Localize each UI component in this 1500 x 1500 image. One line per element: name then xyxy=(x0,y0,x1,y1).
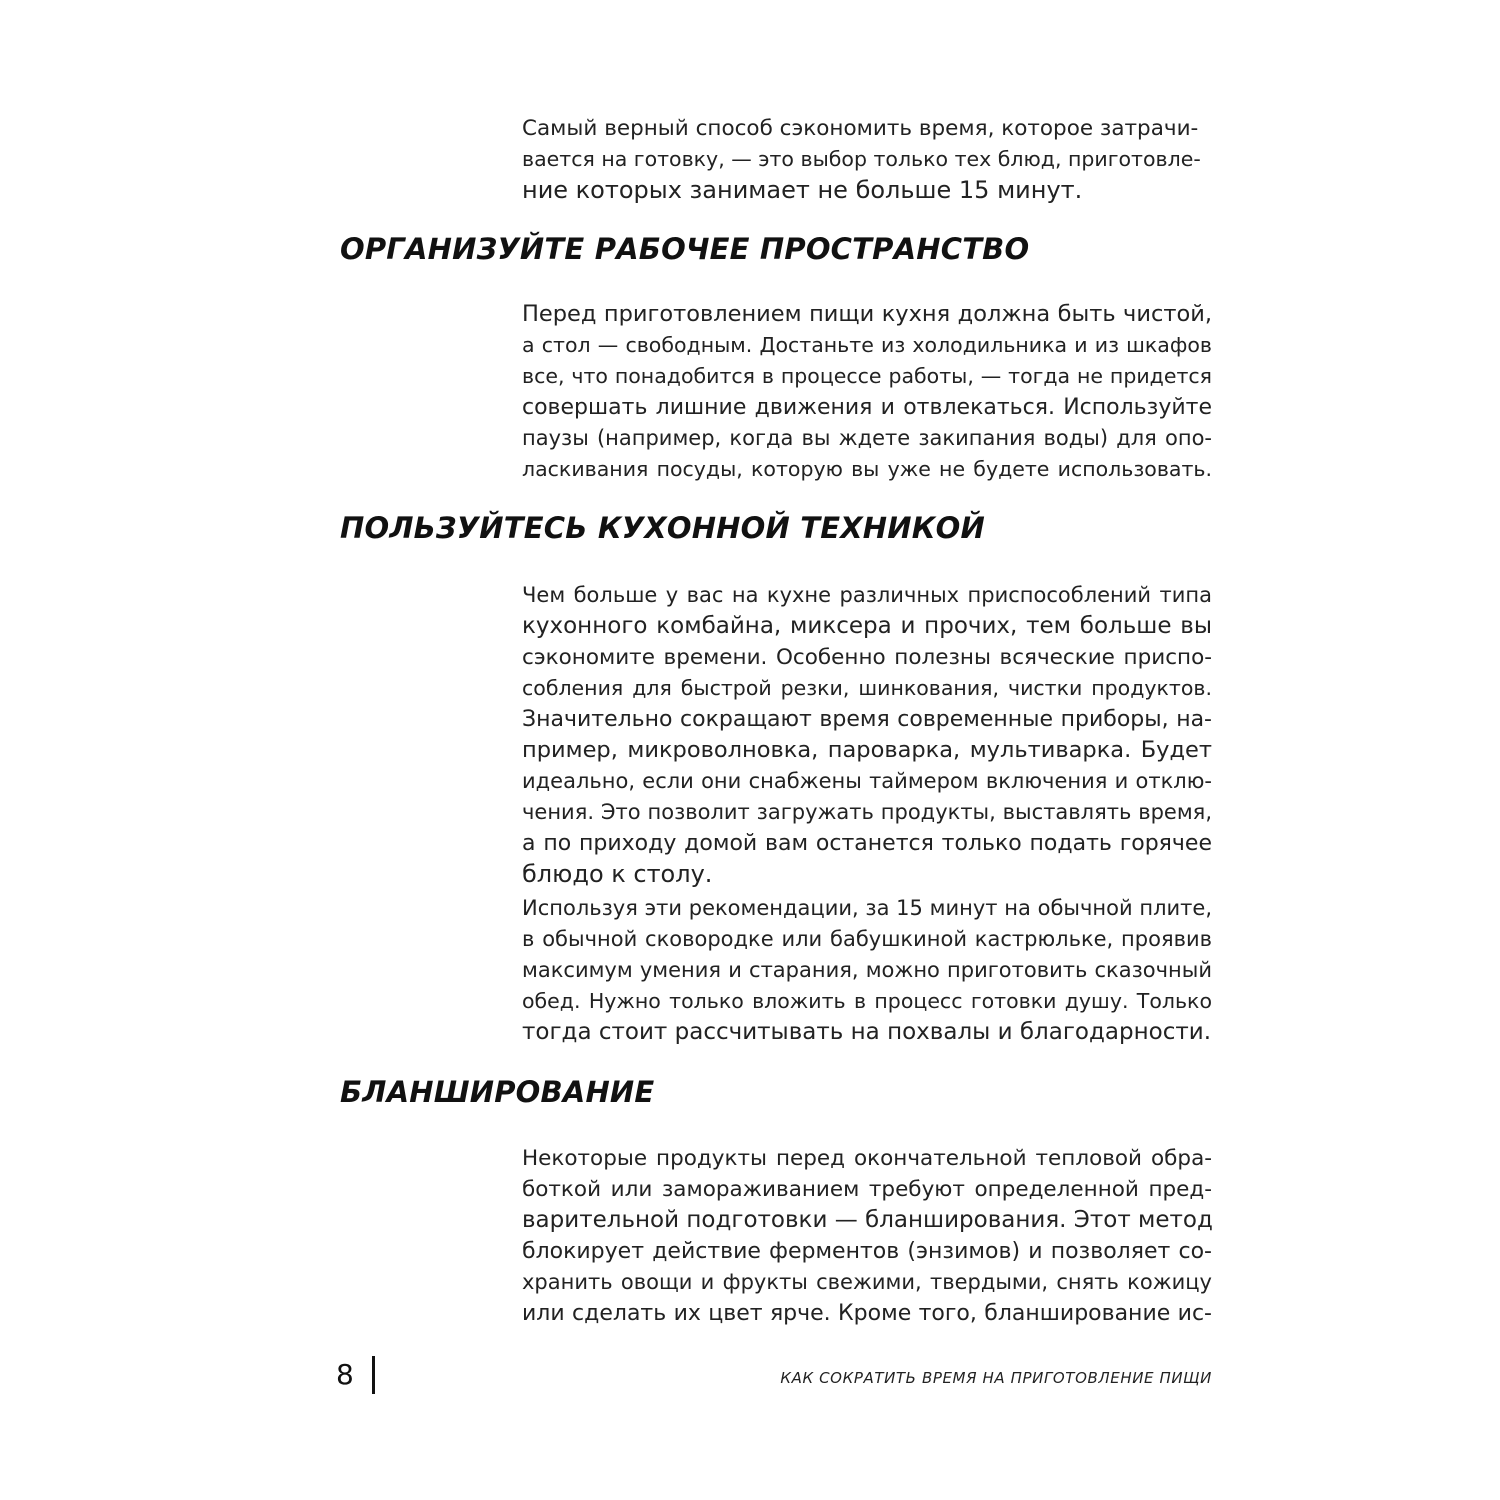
paragraph-line: блюдо к столу. xyxy=(522,860,713,888)
section-heading: БЛАНШИРОВАНИЕ xyxy=(340,1075,655,1109)
paragraph-line: тогда стоит рассчитывать на похвалы и благодарности. xyxy=(522,1019,1212,1045)
section-heading: ПОЛЬЗУЙТЕСЬ КУХОННОЙ ТЕХНИКОЙ xyxy=(340,511,985,545)
paragraph-line: пример, микроволновка, пароварка, мультиварка. Будет xyxy=(522,737,1212,763)
paragraph-line: ласкивания посуды, которую вы уже не будете использовать. xyxy=(522,457,1212,481)
paragraph-line: Перед приготовлением пищи кухня должна быть чистой, xyxy=(522,301,1212,327)
running-title: КАК СОКРАТИТЬ ВРЕМЯ НА ПРИГОТОВЛЕНИЕ ПИЩИ xyxy=(780,1369,1212,1387)
paragraph-line: обед. Нужно только вложить в процесс готовки душу. Только xyxy=(522,989,1212,1013)
paragraph-line: в обычной сковородке или бабушкиной кастрюльке, проявив xyxy=(522,927,1212,951)
paragraph-line: Чем больше у вас на кухне различных приспособлений типа xyxy=(522,583,1212,607)
paragraph-line: Некоторые продукты перед окончательной тепловой обра- xyxy=(522,1146,1212,1171)
paragraph-line: совершать лишние движения и отвлекаться. Используйте xyxy=(522,395,1212,420)
paragraph-line: собления для быстрой резки, шинкования, чистки продуктов. xyxy=(522,676,1212,700)
paragraph-line: варительной подготовки — бланширования. Этот метод xyxy=(522,1207,1213,1233)
paragraph-line: боткой или замораживанием требуют определенной пред- xyxy=(522,1177,1212,1202)
paragraph-line: паузы (например, когда вы ждете закипания воды) для опо- xyxy=(522,426,1212,450)
footer-divider xyxy=(372,1356,375,1394)
paragraph-line: все, что понадобится в процессе работы, — тогда не придется xyxy=(522,364,1212,388)
paragraph-line: сэкономите времени. Особенно полезны всяческие приспо- xyxy=(522,645,1212,670)
paragraph-line: максимум умения и старания, можно приготовить сказочный xyxy=(522,958,1212,982)
paragraph-line: Значительно сокращают время современные приборы, на- xyxy=(522,707,1212,732)
section-heading: ОРГАНИЗУЙТЕ РАБОЧЕЕ ПРОСТРАНСТВО xyxy=(340,232,1030,266)
paragraph-line: чения. Это позволит загружать продукты, выставлять время, xyxy=(522,800,1212,824)
paragraph-line: кухонного комбайна, миксера и прочих, тем больше вы xyxy=(522,613,1212,639)
intro-line: Самый верный способ сэкономить время, которое затрачи- xyxy=(522,116,1199,141)
paragraph-line: или сделать их цвет ярче. Кроме того, бланширование ис- xyxy=(522,1301,1212,1326)
paragraph-line: а стол — свободным. Достаньте из холодильника и из шкафов xyxy=(522,333,1212,357)
page-number: 8 xyxy=(336,1358,354,1391)
paragraph-line: а по приходу домой вам останется только подать горячее xyxy=(522,831,1212,856)
intro-line: ние которых занимает не больше 15 минут. xyxy=(522,176,1083,204)
paragraph-line: блокирует действие ферментов (энзимов) и позволяет со- xyxy=(522,1239,1212,1264)
intro-line: вается на готовку, — это выбор только тех блюд, приготовле- xyxy=(522,147,1201,171)
paragraph-line: идеально, если они снабжены таймером включения и отклю- xyxy=(522,769,1212,793)
paragraph-line: хранить овощи и фрукты свежими, твердыми, снять кожицу xyxy=(522,1270,1212,1294)
paragraph-line: Используя эти рекомендации, за 15 минут на обычной плите, xyxy=(522,896,1212,920)
